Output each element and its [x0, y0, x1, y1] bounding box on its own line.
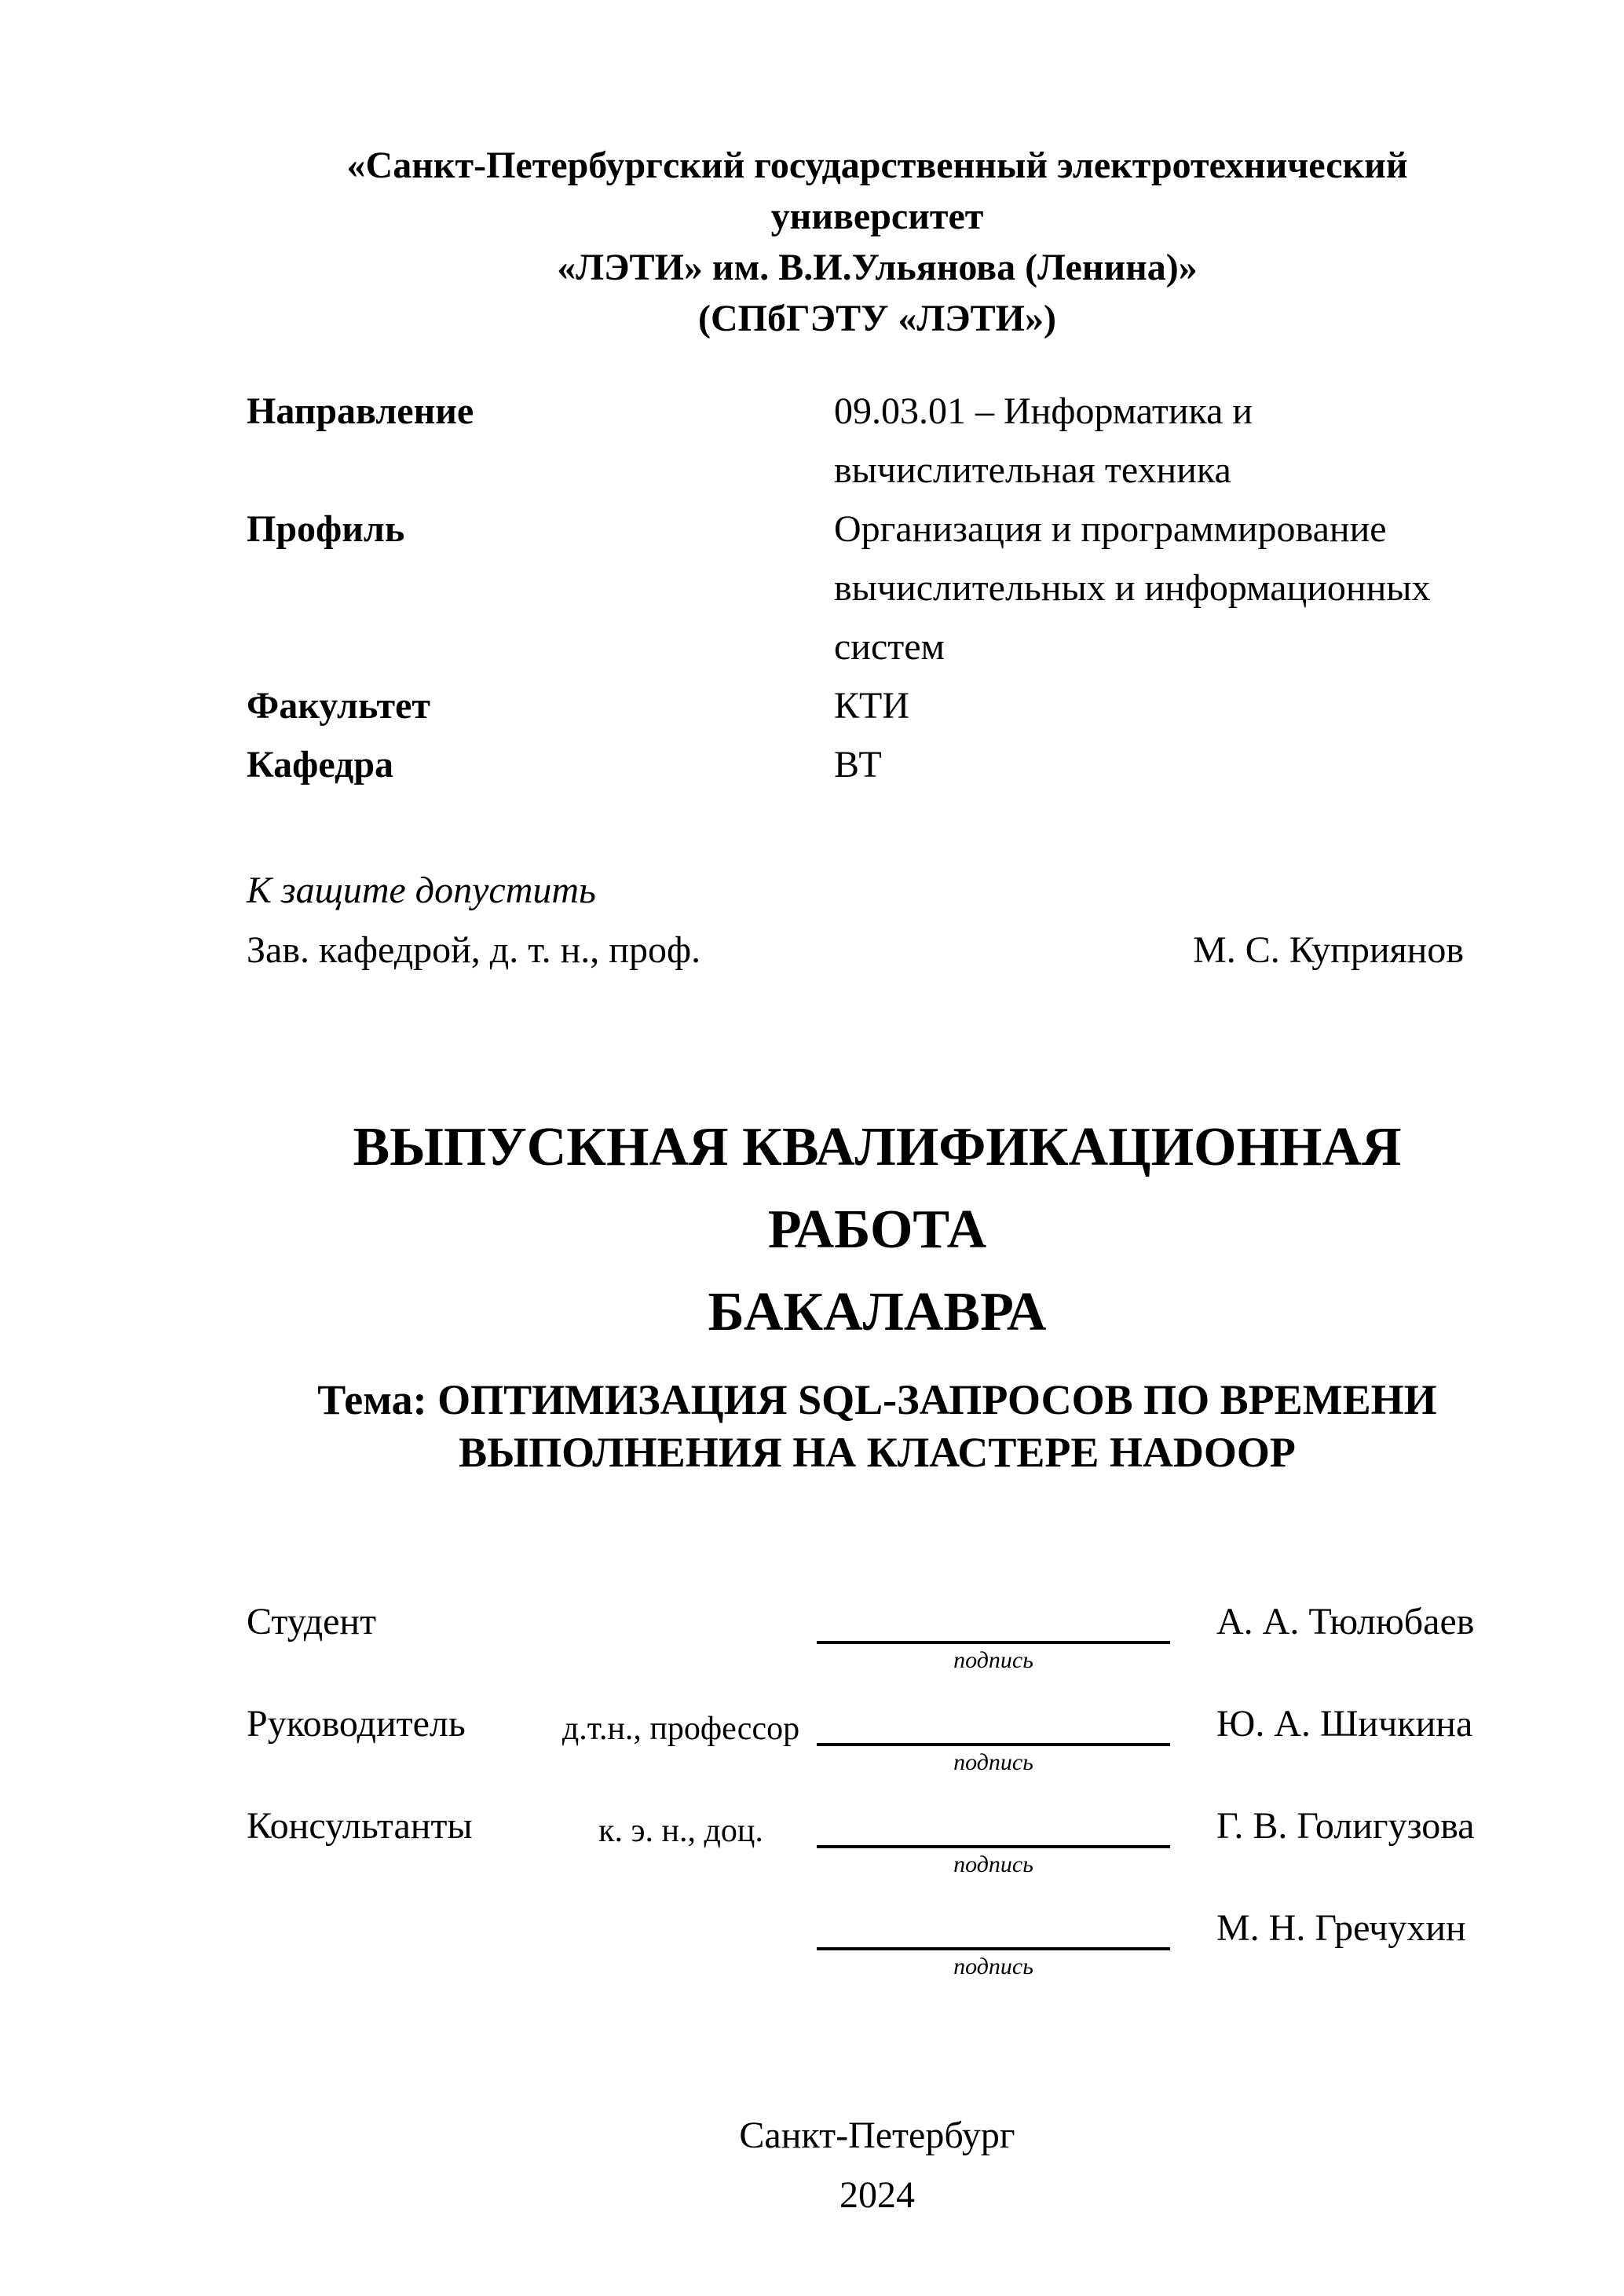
main-title-line-2: БАКАЛАВРА: [708, 1282, 1047, 1342]
signature-line: [817, 1697, 1170, 1746]
admission-position: Зав. кафедрой, д. т. н., проф.: [247, 929, 701, 971]
field-value-department: ВТ: [834, 744, 882, 785]
signature-row-supervisor: [247, 1697, 1508, 1776]
main-title-line-1: ВЫПУСКНАЯ КВАЛИФИКАЦИОННАЯ РАБОТА: [353, 1117, 1402, 1260]
admission-section: [247, 861, 1508, 980]
field-label-direction: Направление: [247, 390, 474, 432]
signature-line-cell: [817, 1800, 1170, 1877]
topic-line-1: Тема: ОПТИМИЗАЦИЯ SQL-ЗАПРОСОВ ПО ВРЕМЕНИ: [317, 1376, 1437, 1423]
admission-name: М. С. Куприянов: [1193, 929, 1464, 971]
topic-title: [247, 1374, 1508, 1479]
signature-line-cell: [817, 1697, 1170, 1775]
field-value-faculty: КТИ: [834, 685, 909, 727]
field-value-profile: Организация и программирование вычислительных и информационных систем: [834, 508, 1431, 668]
signature-line-cell: [817, 1902, 1170, 1979]
field-label-faculty: Факультет: [247, 685, 430, 727]
university-header-line-3: (СПбГЭТУ «ЛЭТИ»): [698, 298, 1056, 339]
signature-qualification: [545, 1595, 817, 1605]
topic-line-2: ВЫПОЛНЕНИЯ НА КЛАСТЕРЕ HADOOP: [459, 1429, 1296, 1476]
signature-line: [817, 1595, 1170, 1644]
signature-name: Г. В. Голигузова: [1216, 1805, 1475, 1847]
admission-permit-line: К защите допустить: [247, 870, 596, 911]
signature-caption: подпись: [953, 1954, 1033, 1979]
footer-year: 2024: [839, 2174, 915, 2216]
signature-caption: подпись: [953, 1851, 1033, 1877]
field-label-profile: Профиль: [247, 508, 405, 550]
signature-line: [817, 1800, 1170, 1848]
signature-role: Консультанты: [247, 1805, 473, 1847]
signature-role: Руководитель: [247, 1703, 466, 1745]
fields-section: [247, 382, 1508, 794]
footer-city: Санкт-Петербург: [739, 2115, 1015, 2156]
signature-line-cell: [817, 1595, 1170, 1673]
signature-role: [247, 1902, 545, 1906]
signature-qualification: к. э. н., доц.: [598, 1813, 763, 1849]
signature-line: [817, 1902, 1170, 1950]
signature-qualification: [545, 1902, 817, 1911]
admission-row: [247, 921, 1508, 980]
signature-row-consultant-2: [247, 1902, 1508, 1980]
signature-qualification: д.т.н., профессор: [561, 1711, 800, 1747]
footer: [247, 2106, 1508, 2225]
main-title: [247, 1106, 1508, 1353]
signature-name: А. А. Тюлюбаев: [1216, 1601, 1475, 1642]
university-header-line-2: «ЛЭТИ» им. В.И.Ульянова (Ленина)»: [557, 247, 1198, 288]
signature-name: М. Н. Гречухин: [1216, 1907, 1466, 1949]
signature-row-consultant-1: [247, 1800, 1508, 1878]
signature-row-student: [247, 1595, 1508, 1674]
signature-role: Студент: [247, 1601, 377, 1642]
university-header: [247, 140, 1508, 344]
signature-caption: подпись: [953, 1749, 1033, 1775]
university-header-line-1: «Санкт-Петербургский государственный электротехнический университет: [346, 145, 1408, 237]
signature-caption: подпись: [953, 1647, 1033, 1673]
field-label-department: Кафедра: [247, 744, 394, 785]
signatures-section: [247, 1595, 1508, 1980]
field-value-direction: 09.03.01 – Информатика и вычислительная техника: [834, 390, 1253, 491]
signature-name: Ю. А. Шичкина: [1216, 1703, 1473, 1745]
